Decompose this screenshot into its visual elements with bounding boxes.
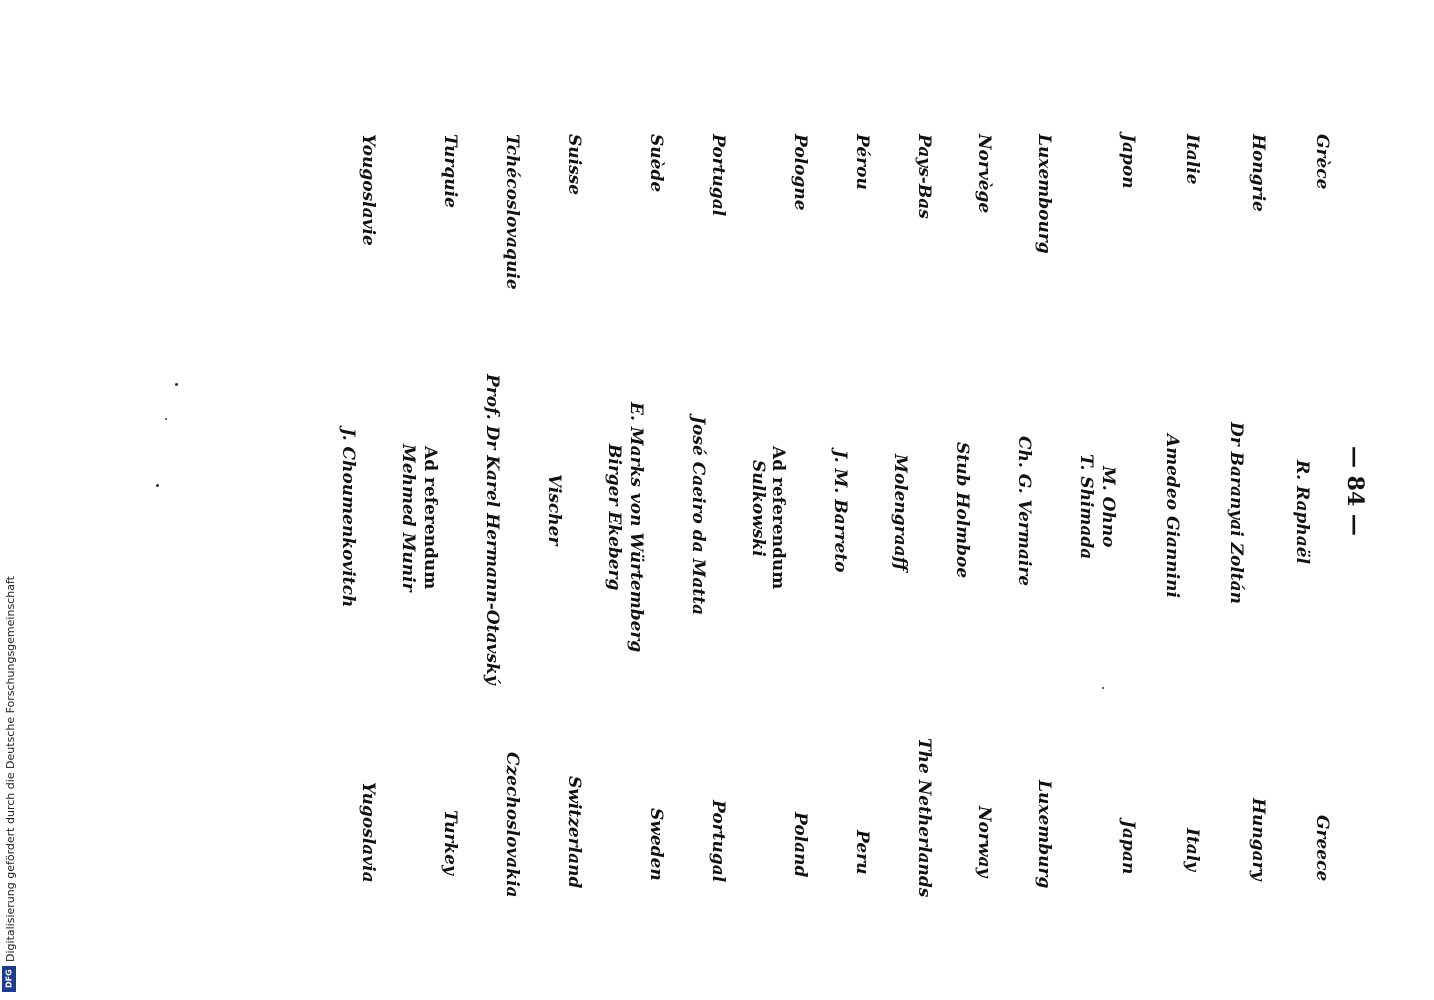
delegate-yugoslavia-1: J. Choumenkovitch xyxy=(338,428,358,608)
scan-speck xyxy=(175,383,178,386)
country-fr-italy: Italie xyxy=(1182,134,1202,185)
delegate-italy-1: Amedeo Giannini xyxy=(1162,434,1182,598)
country-fr-portugal: Portugal xyxy=(708,134,728,217)
delegate-sweden-1: E. Marks von Würtemberg xyxy=(626,402,646,653)
country-en-poland: Poland xyxy=(790,812,810,878)
delegate-norway-1: Stub Holmboe xyxy=(952,442,972,579)
delegate-japan-2: T. Shimada xyxy=(1076,454,1096,560)
country-fr-poland: Pologne xyxy=(790,134,810,211)
delegate-poland-2: Sulkowski xyxy=(748,460,768,557)
funding-note: Digitalisierung gefördert durch die Deutsche Forschungsgemeinschaft xyxy=(4,576,17,962)
country-fr-czechoslovakia: Tchécoslovaquie xyxy=(502,134,522,290)
country-en-portugal: Portugal xyxy=(708,800,728,883)
country-en-yugoslavia: Yugoslavia xyxy=(358,782,378,883)
page-number: — 84 — xyxy=(1342,446,1368,536)
country-en-italy: Italy xyxy=(1182,828,1202,872)
country-en-czechoslovakia: Czechoslovakia xyxy=(502,752,522,898)
delegate-japan-1: M. Ohno xyxy=(1098,466,1118,548)
country-fr-luxembourg: Luxembourg xyxy=(1034,134,1054,254)
country-fr-norway: Norvège xyxy=(974,134,994,214)
delegate-luxembourg-1: Ch. G. Vermaire xyxy=(1014,436,1034,587)
country-en-turkey: Turkey xyxy=(440,810,460,875)
delegate-portugal-1: José Caeiro da Matta xyxy=(688,416,708,616)
delegate-greece-1: R. Raphaël xyxy=(1292,460,1312,565)
delegate-peru-1: J. M. Barreto xyxy=(830,450,850,573)
delegate-netherlands-1: Molengraaff xyxy=(890,454,910,571)
country-en-hungary: Hungary xyxy=(1248,798,1268,881)
scan-speck xyxy=(156,484,159,487)
delegate-turkey-1: Ad referendum xyxy=(420,446,440,590)
country-en-luxembourg: Luxemburg xyxy=(1034,780,1054,889)
dfg-logo: DFG xyxy=(2,966,16,992)
country-en-peru: Peru xyxy=(852,830,872,875)
delegate-sweden-2: Birger Ekeberg xyxy=(604,444,624,591)
country-en-switzerland: Switzerland xyxy=(564,776,584,889)
country-fr-netherlands: Pays-Bas xyxy=(914,134,934,219)
delegate-turkey-2: Mehmed Munir xyxy=(398,444,418,592)
delegate-hungary-1: Dr Baranyai Zoltán xyxy=(1226,422,1246,605)
scan-speck xyxy=(1102,687,1104,689)
country-fr-turkey: Turquie xyxy=(440,134,460,208)
delegate-switzerland-1: Vischer xyxy=(544,474,564,546)
country-fr-switzerland: Suisse xyxy=(564,134,584,196)
scan-speck xyxy=(165,418,167,420)
country-en-sweden: Sweden xyxy=(646,808,666,881)
country-en-greece: Greece xyxy=(1312,815,1332,882)
country-fr-peru: Pérou xyxy=(852,134,872,190)
country-fr-yugoslavia: Yougoslavie xyxy=(358,134,378,246)
country-en-netherlands: The Netherlands xyxy=(914,738,934,898)
country-fr-japan: Japon xyxy=(1118,134,1138,189)
delegate-czechoslovakia-1: Prof. Dr Karel Hermann-Otavský xyxy=(482,374,502,685)
country-fr-hungary: Hongrie xyxy=(1248,134,1268,212)
country-fr-greece: Grèce xyxy=(1312,134,1332,190)
country-en-norway: Norway xyxy=(974,806,994,878)
country-fr-sweden: Suède xyxy=(646,134,666,193)
delegate-poland-1: Ad referendum xyxy=(768,446,788,590)
country-en-japan: Japan xyxy=(1118,820,1138,875)
